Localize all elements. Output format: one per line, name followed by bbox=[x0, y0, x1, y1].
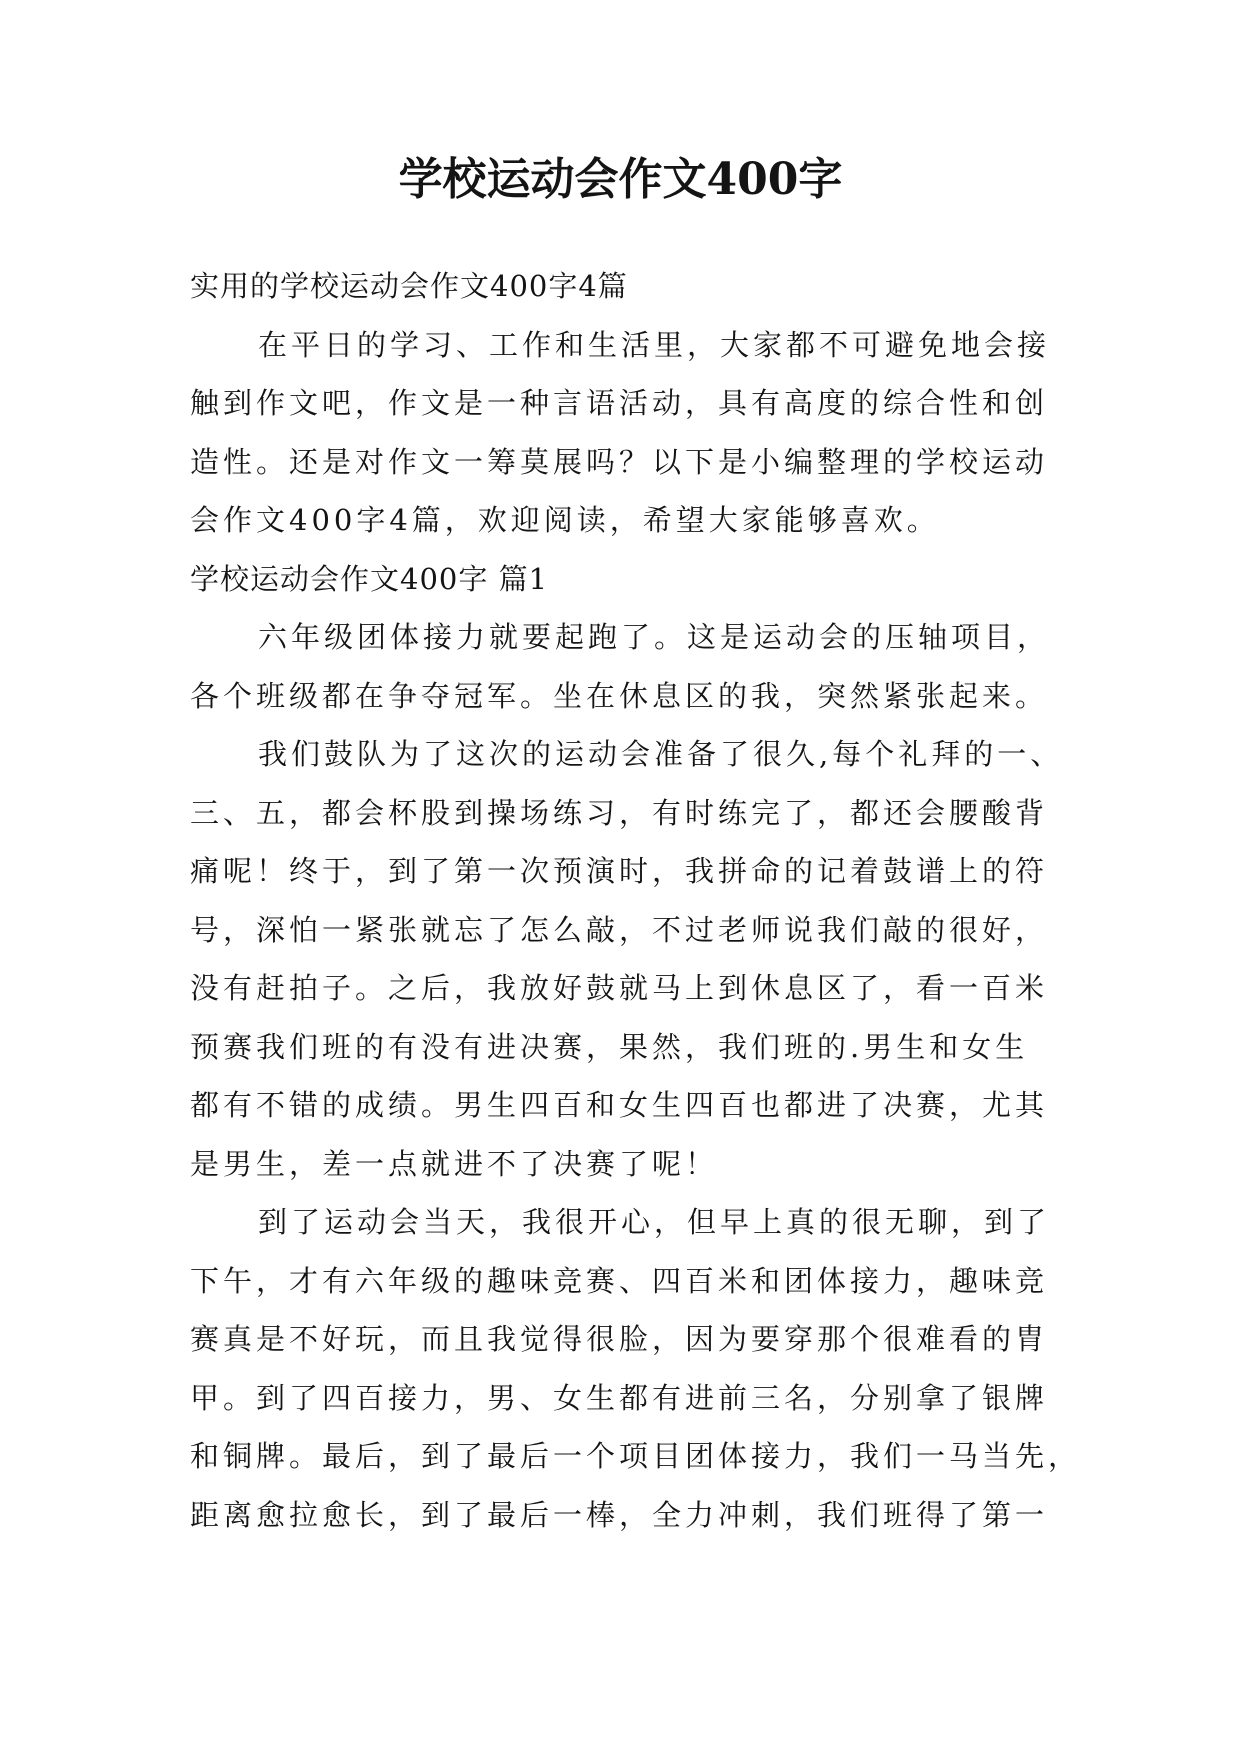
paragraph-line: 触到作文吧，作文是一种言语活动，具有高度的综合性和创 bbox=[190, 386, 1049, 420]
paragraph-line: 没有赶拍子。之后，我放好鼓就马上到休息区了，看一百米 bbox=[190, 971, 1049, 1005]
paragraph-line: 预赛我们班的有没有进决赛，果然，我们班的.男生和女生 bbox=[190, 1029, 1029, 1064]
paragraph-line: 在平日的学习、工作和生活里，大家都不可避免地会接 bbox=[258, 327, 1051, 362]
paragraph-line: 痛呢！终于，到了第一次预演时，我拼命的记着鼓谱上的符 bbox=[190, 854, 1049, 888]
paragraph-line: 各个班级都在争夺冠军。坐在休息区的我，突然紧张起来。 bbox=[190, 678, 1049, 713]
paragraph-line: 号，深怕一紧张就忘了怎么敲，不过老师说我们敲的很好， bbox=[190, 912, 1049, 947]
paragraph-line: 都有不错的成绩。男生四百和女生四百也都进了决赛，尤其 bbox=[190, 1088, 1049, 1122]
paragraph-line: 甲。到了四百接力，男、女生都有进前三名，分别拿了银牌 bbox=[190, 1380, 1049, 1415]
subtitle-line: 实用的学校运动会作文400字4篇 bbox=[190, 269, 628, 303]
paragraph-line: 和铜牌。最后，到了最后一个项目团体接力，我们一马当先， bbox=[190, 1439, 1082, 1473]
paragraph-line: 到了运动会当天，我很开心，但早上真的很无聊，到了 bbox=[258, 1205, 1051, 1239]
paragraph-line: 是男生，差一点就进不了决赛了呢！ bbox=[190, 1146, 719, 1181]
paragraph-line: 赛真是不好玩，而且我觉得很脸，因为要穿那个很难看的胄 bbox=[190, 1322, 1049, 1356]
paragraph-line: 距离愈拉愈长，到了最后一棒，全力冲刺，我们班得了第一 bbox=[190, 1497, 1049, 1532]
document-body bbox=[190, 257, 1082, 1544]
paragraph-line: 下午，才有六年级的趣味竞赛、四百米和团体接力，趣味竞 bbox=[190, 1263, 1049, 1298]
paragraph-line: 三、五，都会杯股到操场练习，有时练完了，都还会腰酸背 bbox=[190, 795, 1049, 830]
paragraph-line: 会作文400字4篇，欢迎阅读，希望大家能够喜欢。 bbox=[190, 503, 940, 537]
paragraph-line: 造性。还是对作文一筹莫展吗？以下是小编整理的学校运动 bbox=[190, 444, 1049, 479]
section-heading: 学校运动会作文400字 篇1 bbox=[190, 561, 549, 596]
document-title: 学校运动会作文400字 bbox=[398, 154, 843, 205]
paragraph-line: 六年级团体接力就要起跑了。这是运动会的压轴项目， bbox=[258, 620, 1051, 654]
paragraph-line: 我们鼓队为了这次的运动会准备了很久,每个礼拜的一、 bbox=[258, 737, 1064, 771]
